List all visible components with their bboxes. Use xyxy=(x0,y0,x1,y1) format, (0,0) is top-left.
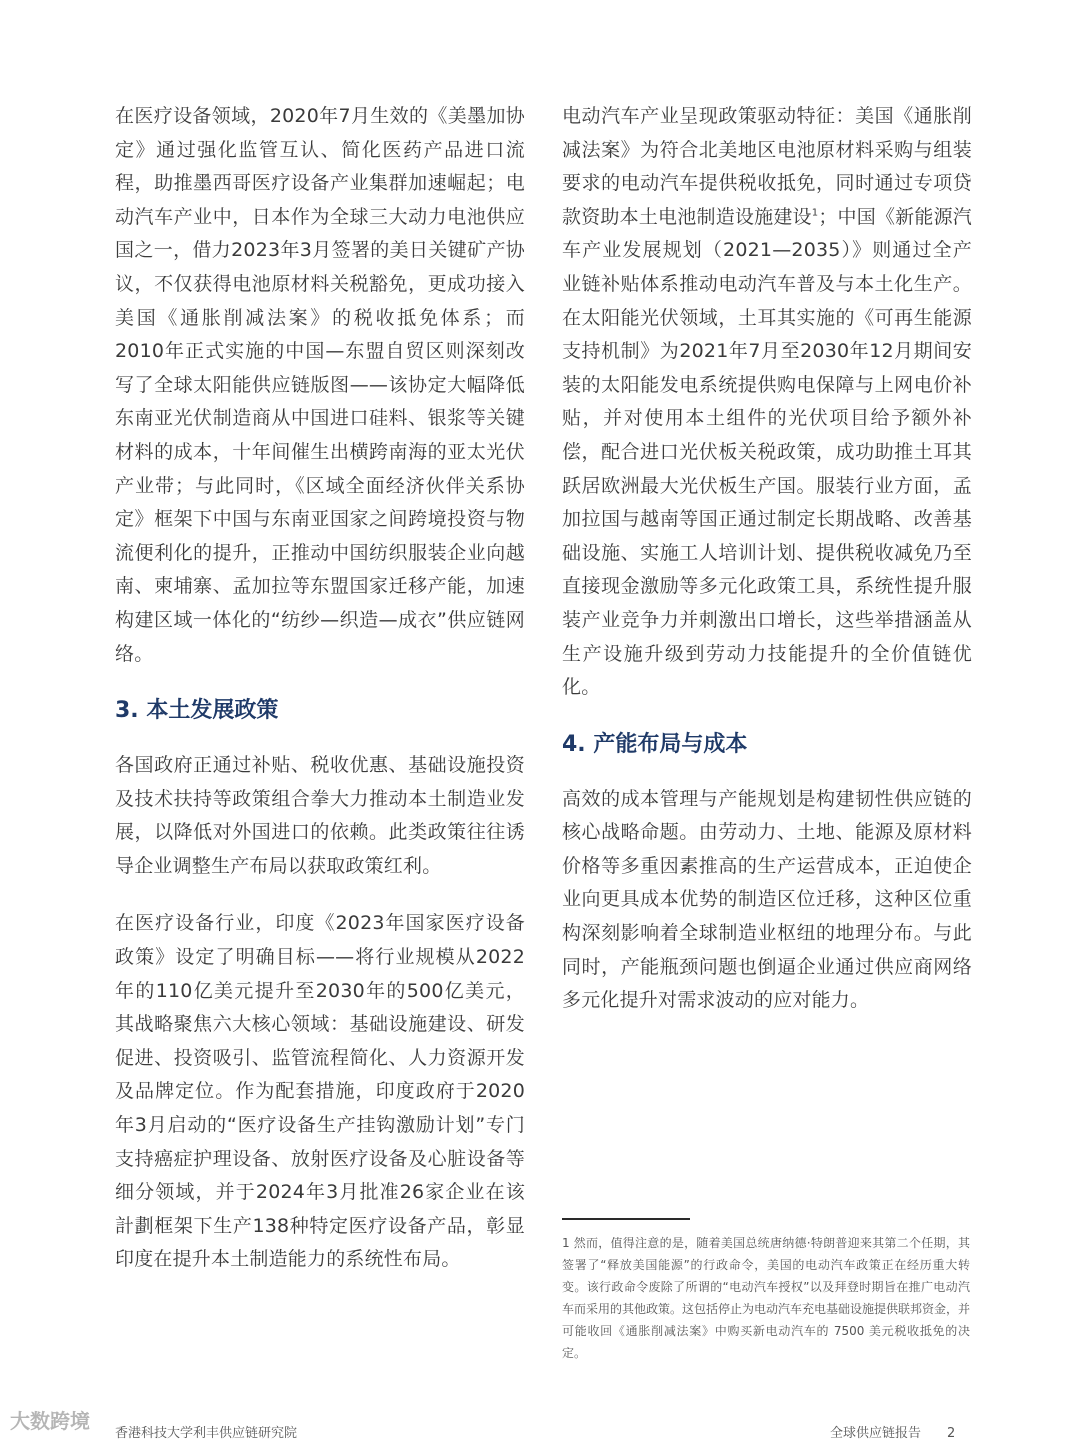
body-paragraph: 各国政府正通过补贴、税收优惠、基础设施投资及技术扶持等政策组合拳大力推动本土制造业发展，以降低对外国进口的依赖。此类政策往往诱导企业调整生产布局以获取政策红利。 xyxy=(115,754,525,877)
right-column xyxy=(562,100,972,1042)
watermark: 大数跨境 xyxy=(10,1409,90,1433)
body-paragraph: 高效的成本管理与产能规划是构建韧性供应链的核心战略命题。由劳动力、土地、能源及原材料价格等多重因素推高的生产运营成本，正迫使企业向更具成本优势的制造区位迁移，这种区位重构深刻影响着全球制造业枢纽的地理分布。与此同时，产能瓶颈问题也倒逼企业通过供应商网络多元化提升对需求波动的应对能力。 xyxy=(562,787,972,1012)
body-paragraph xyxy=(562,100,972,705)
footnote-divider xyxy=(562,1218,690,1220)
section-heading-4: 4. 产能布局与成本 xyxy=(562,731,748,757)
paragraph-text: 电动汽车产业呈现政策驱动特征：美国《通胀削减法案》为符合北美地区电池原材料采购与组装要求的电动汽车提供税收抵免，同时通过专项贷款资助本土电池制造设施建设 xyxy=(562,105,972,228)
page-number: 2 xyxy=(947,1426,956,1441)
body-paragraph: 在医疗设备领域，2020年7月生效的《美墨加协定》通过强化监管互认、简化医药产品进口流程，助推墨西哥医疗设备产业集群加速崛起；电动汽车产业中，日本作为全球三大动力电池供应国之一，借力2023年3月签署的美日关键矿产协议，不仅获得电池原材料关税豁免，更成功接入美国《通胀削减法案》的税收抵免体系；而2010年正式实施的中国—东盟自贸区则深刻改写了全球太阳能供应链版图——该协定大幅降低东南亚光伏制造商从中国进口硅料、银浆等关键材料的成本，十年间催生出横跨南海的亚太光伏产业带；与此同时，《区域全面经济伙伴关系协定》框架下中国与东南亚国家之间跨境投资与物流便利化的提升，正推动中国纺织服装企业向越南、柬埔寨、孟加拉等东盟国家迁移产能，加速构建区域一体化的“纺纱—织造—成衣”供应链网络。 xyxy=(115,105,525,665)
footer-institution: 香港科技大学利丰供应链研究院 xyxy=(115,1426,298,1441)
footer-right xyxy=(830,1422,955,1441)
body-paragraph: 在医疗设备行业，印度《2023年国家医疗设备政策》设定了明确目标——将行业规模从2022年的110亿美元提升至2030年的500亿美元，其战略聚焦六大核心领域：基础设施建设、研发促进、投资吸引、监管流程简化、人力资源开发及品牌定位。作为配套措施，印度政府于2020年3月启动的“医疗设备生产挂钩激励计划”专门支持癌症护理设备、放射医疗设备及心脏设备等细分领域，并于2024年3月批准26家企业在该計劃框架下生产138种特定医疗设备产品，彰显印度在提升本土制造能力的系统性布局。 xyxy=(115,912,525,1271)
paragraph-text: ；中国《新能源汽车产业发展规划（2021—2035）》则通过全产业链补贴体系推动电动汽车普及与本土化生产。在太阳能光伏领域，土耳其实施的《可再生能源支持机制》为2021年7月至2030年12月期间安装的太阳能发电系统提供购电保障与上网电价补贴，并对使用本土组件的光伏项目给予额外补偿，配合进口光伏板关税政策，成功助推土耳其跃居欧洲最大光伏板生产国。服装行业方面，孟加拉国与越南等国正通过制定长期战略、改善基础设施、实施工人培训计划、提供税收减免乃至直接现金激励等多元化政策工具，系统性提升服装产业竞争力并刺激出口增长，这些举措涵盖从生产设施升级到劳动力技能提升的全价值链优化。 xyxy=(562,205,972,699)
footnote-reference[interactable]: 1 xyxy=(811,207,819,219)
footer-report-title: 全球供应链报告 xyxy=(830,1426,922,1441)
section-heading-3: 3. 本土发展政策 xyxy=(115,698,279,724)
footnote: 1 然而，值得注意的是，随着美国总统唐纳德·特朗普迎来其第二个任期，其签署了“释放美国能源”的行政命令，美国的电动汽车政策正在经历重大转变。该行政命令废除了所谓的“电动汽车授权”以及拜登时期旨在推广电动汽车而采用的其他政策。这包括停止为电动汽车充电基础设施提供联邦资金，并可能收回《通胀削减法案》中购买新电动汽车的 7500 美元税收抵免的决定。 xyxy=(562,1236,971,1360)
left-column xyxy=(115,100,525,1301)
